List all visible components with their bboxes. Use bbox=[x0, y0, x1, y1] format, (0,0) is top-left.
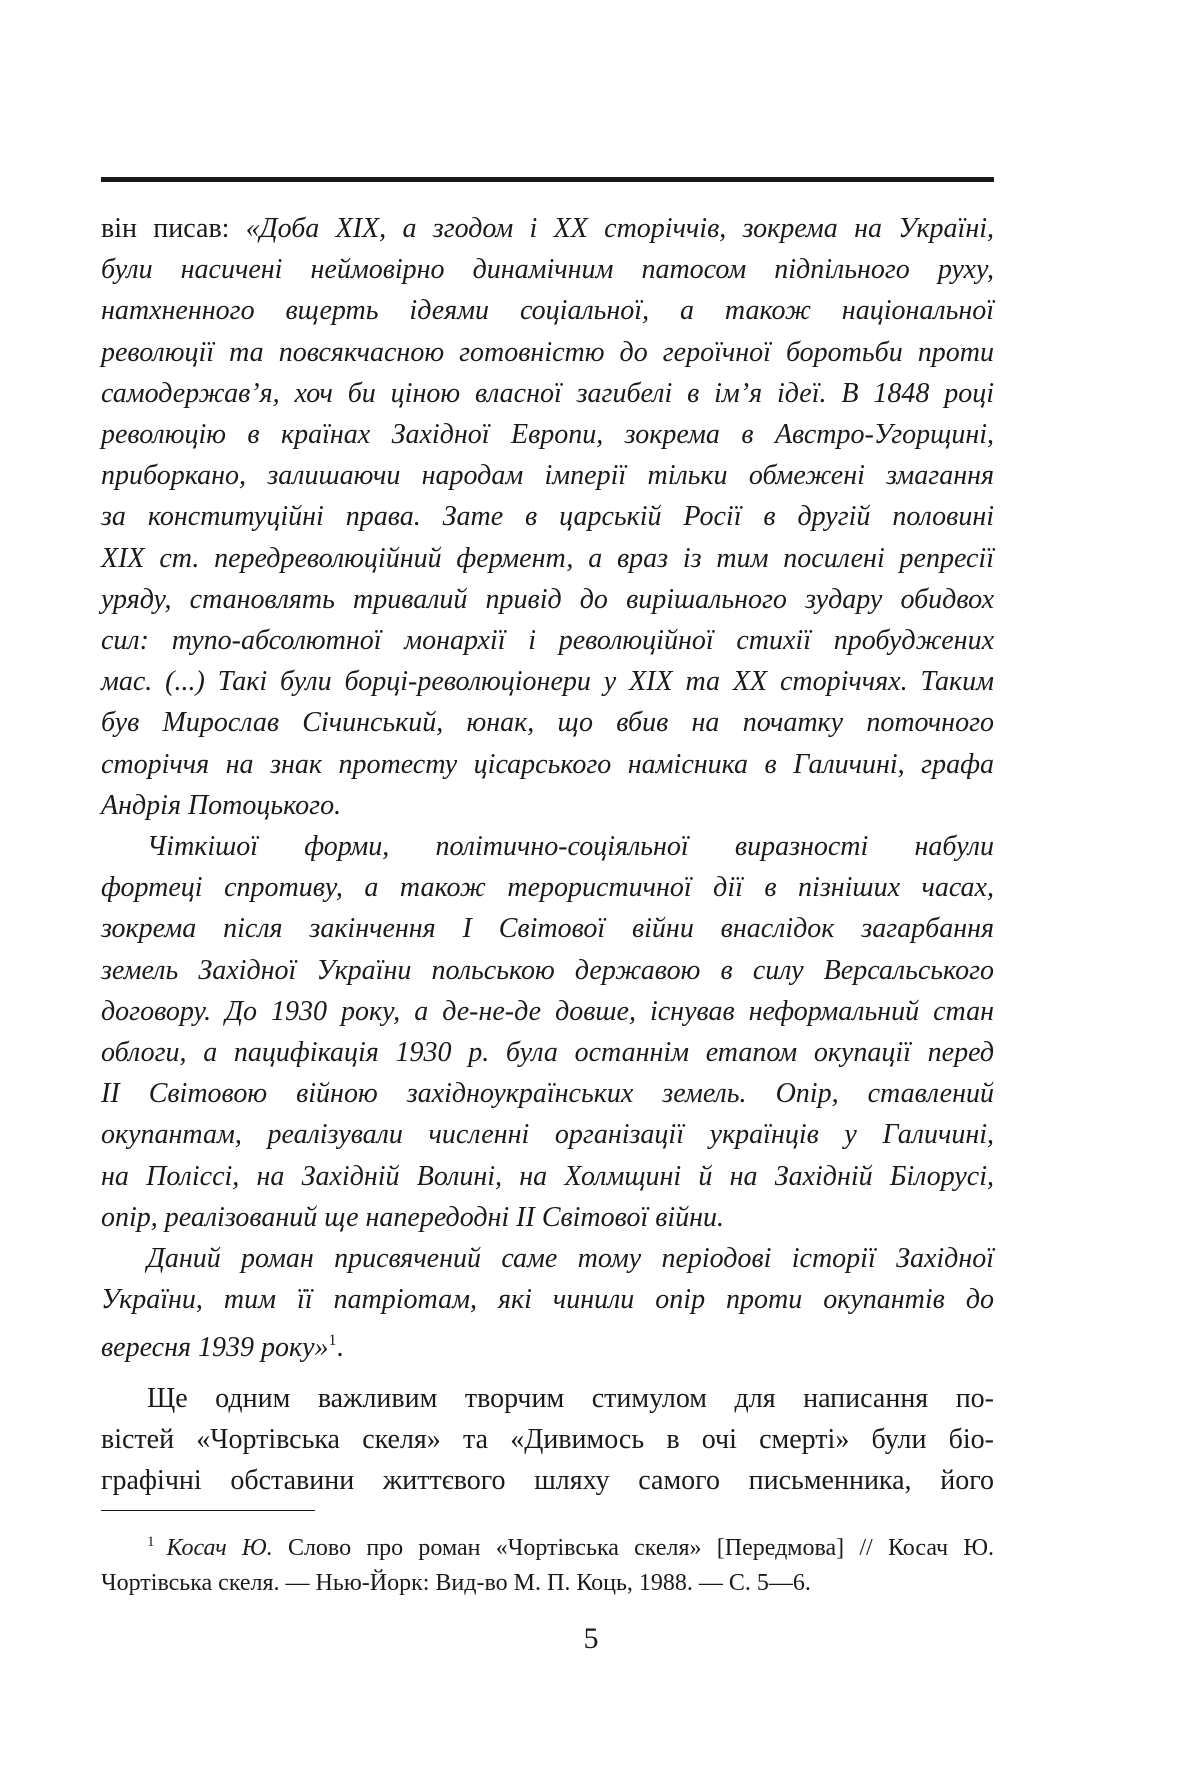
quote-text: мас. (...) Такі були борці-революціонери у XIX та XX сторіччях. Таким bbox=[101, 666, 994, 698]
text-line bbox=[101, 744, 994, 785]
quote-text: «Доба XIX, а згодом і XX сторіччів, зокрема на Україні, bbox=[245, 213, 994, 244]
quote-paragraph-2 bbox=[101, 826, 994, 1238]
footnote-number: 1 bbox=[147, 1534, 155, 1550]
text-line: графічні обставини життєвого шляху самого письменника, його bbox=[101, 1465, 994, 1497]
quote-text: самодержав’я, хоч би ціною власної загибелі в ім’я ідеї. В 1848 році bbox=[101, 377, 994, 409]
footnote-author: Косач Ю. bbox=[166, 1535, 273, 1561]
quote-text: були насичені неймовірно динамічним патосом підпільного руху, bbox=[101, 254, 994, 286]
text-line bbox=[101, 579, 994, 620]
text-line bbox=[101, 414, 994, 455]
header-rule bbox=[101, 177, 994, 182]
text-line: зокрема після закінчення І Світової війни внаслідок загарбання bbox=[101, 913, 994, 945]
text-line: окупантам, реалізували численні організації українців у Галичині, bbox=[101, 1119, 994, 1151]
text-line bbox=[101, 373, 994, 414]
footnote bbox=[101, 1525, 994, 1601]
text-line: вістей «Чортівська скеля» та «Дивимось в очі смерті» були біо- bbox=[101, 1423, 994, 1455]
quote-text: сторіччя на знак протесту цісарського намісника в Галичині, графа bbox=[101, 748, 994, 780]
body-text bbox=[101, 208, 994, 1501]
text-line bbox=[101, 785, 994, 826]
text-line: Даний роман присвячений саме тому періодові історії Західної bbox=[147, 1243, 994, 1275]
quote-text: уряду, становлять тривалий привід до вирішального зудару обидвох bbox=[101, 583, 994, 615]
text-line: облоги, а пацифікація 1930 р. була останнім етапом окупації перед bbox=[101, 1037, 994, 1069]
quote-text: був Мирослав Січинський, юнак, що вбив на початку поточного bbox=[101, 707, 994, 739]
quote-text: Андрія Потоцького. bbox=[101, 789, 342, 821]
body-paragraph bbox=[101, 1378, 994, 1502]
page-number: 5 bbox=[583, 1622, 599, 1655]
text-line bbox=[101, 332, 994, 373]
quote-text: революції та повсякчасною готовністю до героїчної боротьби проти bbox=[101, 336, 994, 368]
quote-text: натхненного вщерть ідеями соціальної, а також національної bbox=[101, 295, 994, 327]
text-line bbox=[101, 496, 994, 537]
lead-in-text: він писав: bbox=[101, 213, 246, 244]
text-line: вересня 1939 року»$^1$. bbox=[101, 1332, 344, 1364]
text-line: опір, реалізований ще напередодні ІІ Світової війни. bbox=[101, 1201, 725, 1233]
text-line: ІІ Світовою війною західноукраїнських земель. Опір, ставлений bbox=[101, 1078, 994, 1110]
quote-text: XIX ст. передреволюційний фермент, а враз із тим посилені репресії bbox=[101, 542, 994, 574]
text-line bbox=[101, 455, 994, 496]
text-line bbox=[101, 661, 994, 702]
footnote-line-1 bbox=[101, 1525, 994, 1566]
text-line: Чіткішої форми, політично-соціяльної виразності набули bbox=[147, 831, 994, 863]
quote-text: за конституційні права. Зате в царській Росії в другій половині bbox=[101, 501, 994, 533]
text-line bbox=[101, 290, 994, 331]
footnote-text: Слово про роман «Чортівська скеля» [Передмова] // Косач Ю. bbox=[272, 1535, 994, 1561]
text-line: України, тим її патріотам, які чинили опір проти окупантів до bbox=[101, 1284, 994, 1316]
text-line: Ще одним важливим творчим стимулом для написання по- bbox=[147, 1382, 994, 1414]
text-line: договору. До 1930 року, а де-не-де довше, існував неформальний стан bbox=[101, 995, 994, 1027]
text-line: фортеці спротиву, а також терористичної дії в пізніших часах, bbox=[101, 872, 994, 904]
footnote-line-2: Чортівська скеля. — Нью-Йорк: Вид-во М. П. Коць, 1988. — С. 5—6. bbox=[101, 1570, 811, 1596]
sentence-end: . bbox=[336, 1332, 344, 1364]
text-line bbox=[101, 208, 994, 249]
quote-text: революцію в країнах Західної Европи, зокрема в Австро-Угорщині, bbox=[101, 419, 994, 451]
quote-paragraph-3 bbox=[101, 1238, 994, 1369]
text-line bbox=[101, 249, 994, 290]
quote-text: сил: тупо-абсолютної монархії і революційної стихії пробуджених bbox=[101, 625, 994, 657]
footnote-reference: 1 bbox=[328, 1332, 337, 1350]
text-line bbox=[101, 620, 994, 661]
text-line: земель Західної України польською державою в силу Версальського bbox=[101, 954, 994, 986]
text-line bbox=[101, 702, 994, 743]
text-line: на Поліссі, на Західній Волині, на Холмщині й на Західній Білорусі, bbox=[101, 1160, 994, 1192]
text-line bbox=[101, 538, 994, 579]
footnote-rule bbox=[101, 1510, 315, 1511]
quote-paragraph bbox=[101, 208, 994, 826]
quote-text: приборкано, залишаючи народам імперії тільки обмежені змагання bbox=[101, 460, 994, 492]
